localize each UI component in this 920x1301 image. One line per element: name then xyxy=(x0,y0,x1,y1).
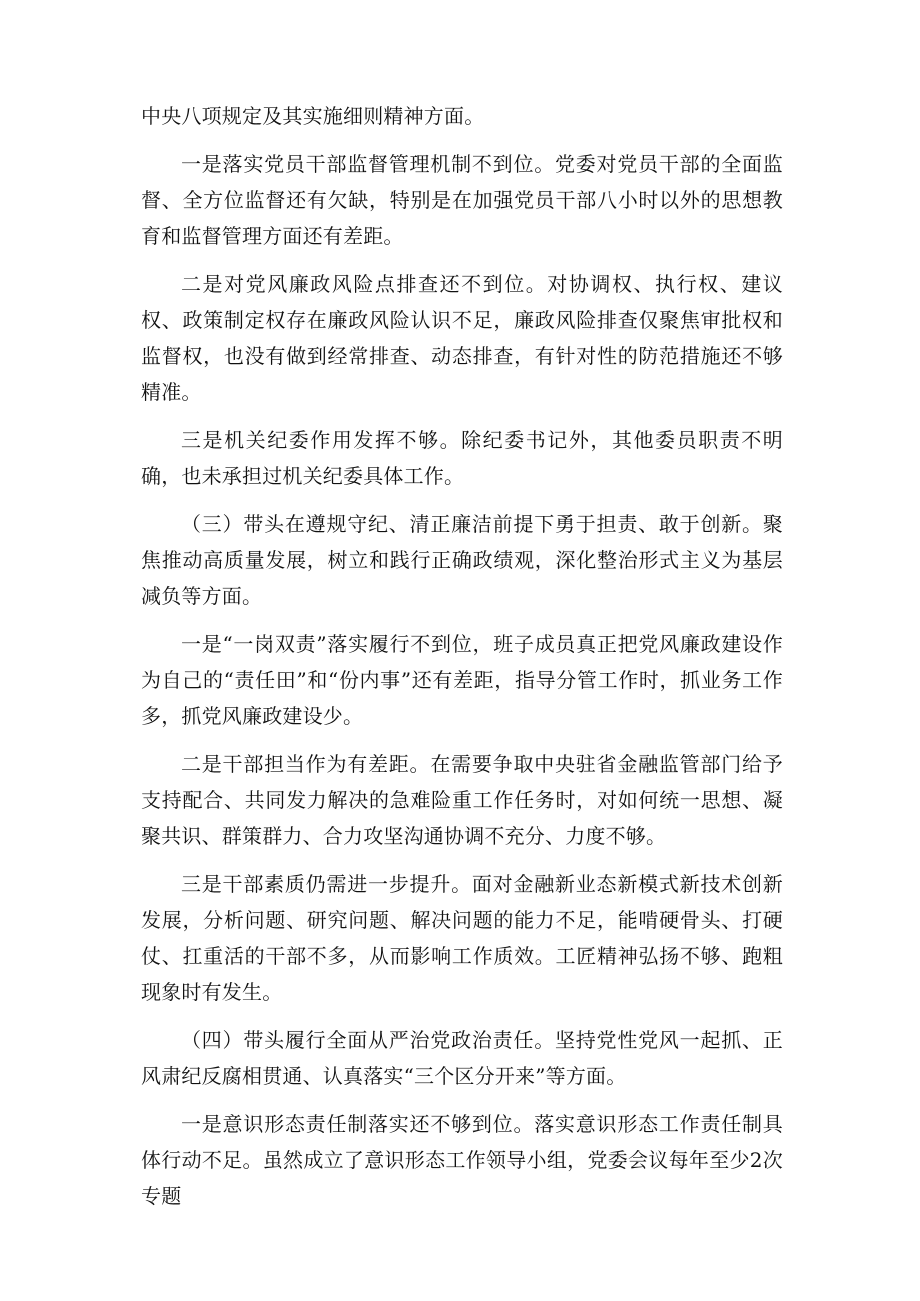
paragraph-continuation: 中央八项规定及其实施细则精神方面。 xyxy=(141,104,485,128)
paragraph-ideology-responsibility: 一是意识形态责任制落实还不够到位。落实意识形态工作责任制具体行动不足。虽然成立了意识形态工作领导小组，党委会议每年至少2次专题 xyxy=(141,1112,783,1208)
paragraph-cadre-responsibility: 二是干部担当作为有差距。在需要争取中央驻省金融监管部门给予支持配合、共同发力解决的急难险重工作任务时，对如何统一思想、凝聚共识、群策群力、合力攻坚沟通协调不充分、力度不够。 xyxy=(141,752,783,848)
paragraph-dual-responsibility: 一是“一岗双责”落实履行不到位，班子成员真正把党风廉政建设作为自己的“责任田”和“份内事”还有差距，指导分管工作时，抓业务工作多，抓党风廉政建设少。 xyxy=(141,632,783,728)
paragraph-discipline-committee: 三是机关纪委作用发挥不够。除纪委书记外，其他委员职责不明确，也未承担过机关纪委具体工作。 xyxy=(141,428,783,488)
paragraph-supervision-mechanism: 一是落实党员干部监督管理机制不到位。党委对党员干部的全面监督、全方位监督还有欠缺，特别是在加强党员干部八小时以外的思想教育和监督管理方面还有差距。 xyxy=(141,152,783,248)
section-heading-four: （四）带头履行全面从严治党政治责任。坚持党性党风一起抓、正风肃纪反腐相贯通、认真落实“三个区分开来”等方面。 xyxy=(141,1028,783,1088)
section-heading-three: （三）带头在遵规守纪、清正廉洁前提下勇于担责、敢于创新。聚焦推动高质量发展，树立和践行正确政绩观，深化整治形式主义为基层减负等方面。 xyxy=(141,512,783,608)
paragraph-cadre-quality: 三是干部素质仍需进一步提升。面对金融新业态新模式新技术创新发展，分析问题、研究问题、解决问题的能力不足，能啃硬骨头、打硬仗、扛重活的干部不多，从而影响工作质效。工匠精神弘扬不够、跑粗现象时有发生。 xyxy=(141,872,783,1004)
document-body xyxy=(141,98,783,1226)
paragraph-risk-screening: 二是对党风廉政风险点排查还不到位。对协调权、执行权、建议权、政策制定权存在廉政风险认识不足，廉政风险排查仅聚焦审批权和监督权，也没有做到经常排查、动态排查，有针对性的防范措施还不够精准。 xyxy=(141,272,783,404)
